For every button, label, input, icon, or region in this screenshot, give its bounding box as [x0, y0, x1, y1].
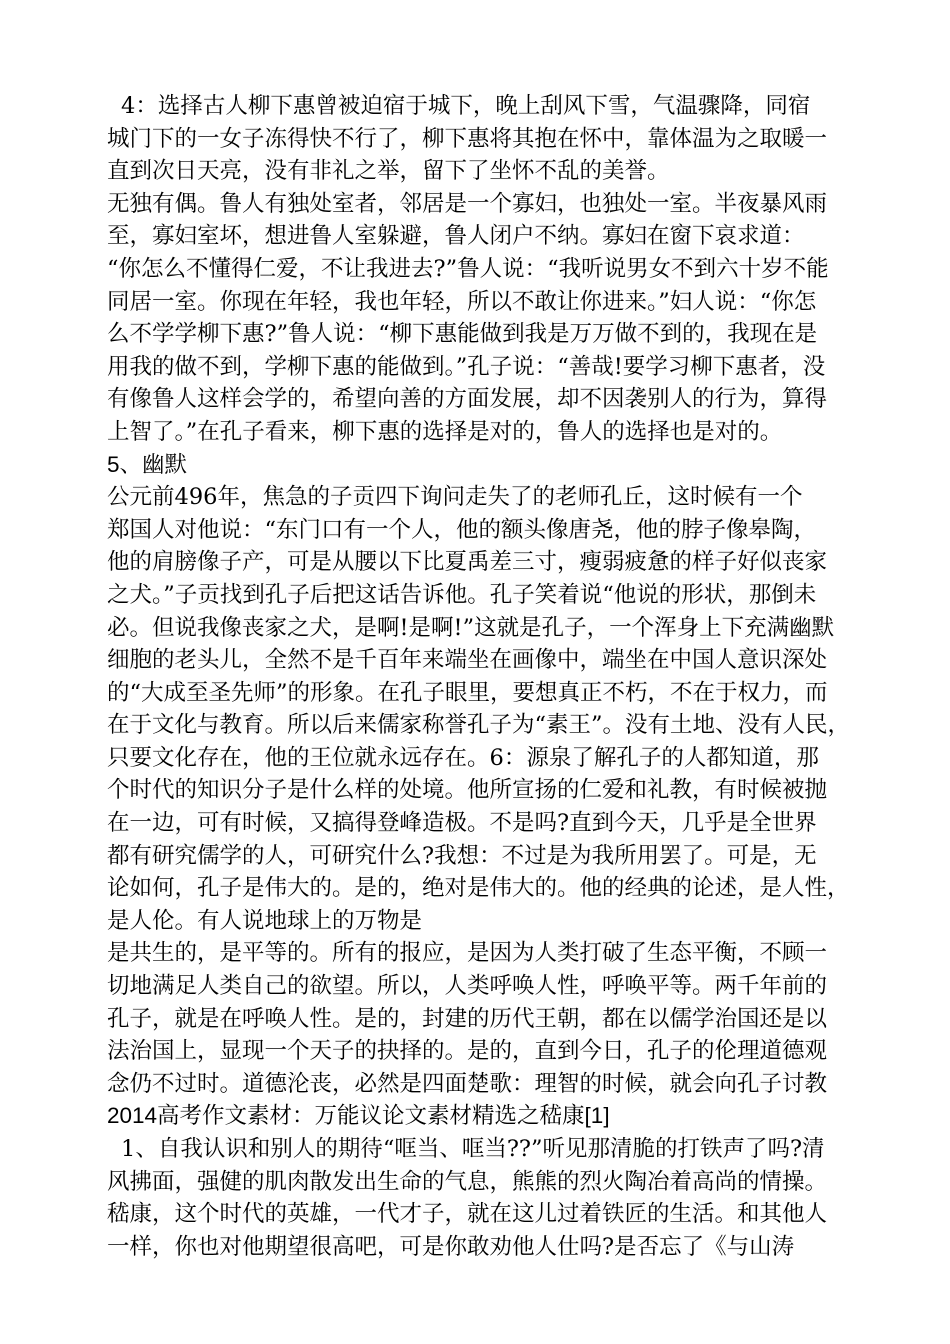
text-line: 他的肩膀像子产，可是从腰以下比夏禹差三寸，瘦弱疲惫的样子好似丧家 — [107, 549, 828, 576]
text-line: 法治国上，显现一个天子的抉择的。是的，直到今日，孔子的伦理道德观 — [107, 1038, 828, 1065]
text-line: 论如何，孔子是伟大的。是的，绝对是伟大的。他的经典的论述，是人性， — [107, 875, 850, 902]
text-line: 是人伦。有人说地球上的万物是 — [107, 907, 423, 934]
text-line: 在一边，可有时候，又搞得登峰造极。不是吗?直到今天，几乎是全世界 — [107, 810, 817, 837]
text-line: 郑国人对他说：“东门口有一个人，他的额头像唐尧，他的脖子像皋陶， — [107, 516, 817, 543]
text-line: 有像鲁人这样会学的，希望向善的方面发展，却不因袭别人的行为，算得 — [107, 386, 828, 413]
text-line: 只要文化存在，他的王位就永远存在。6：源泉了解孔子的人都知道，那 — [107, 744, 819, 771]
text-line: 直到次日天亮，没有非礼之举，留下了坐怀不乱的美誉。 — [107, 158, 670, 185]
text-line: 的“大成至圣先师”的形象。在孔子眼里，要想真正不朽，不在于权力，而 — [107, 679, 828, 706]
text-line: 风拂面，强健的肌肉散发出生命的气息，熊熊的烈火陶冶着高尚的情操。 — [107, 1168, 828, 1195]
text-line: 切地满足人类自己的欲望。所以，人类呼唤人性，呼唤平等。两千年前的 — [107, 973, 828, 1000]
text-line: 4：选择古人柳下惠曾被迫宿于城下，晚上刮风下雪，气温骤降，同宿 — [121, 93, 811, 119]
text-line: 2014高考作文素材：万能议论文素材精选之嵇康[1] — [107, 1103, 610, 1129]
text-line: 用我的做不到，学柳下惠的能做到。”孔子说：“善哉!要学习柳下惠者，没 — [107, 353, 826, 380]
text-line: 么不学学柳下惠?”鲁人说：“柳下惠能做到我是万万做不到的，我现在是 — [107, 321, 818, 348]
text-line: 至，寡妇室坏，想进鲁人室躲避，鲁人闭户不纳。寡妇在窗下哀求道： — [107, 223, 805, 250]
text-line: 必。但说我像丧家之犬，是啊!是啊!”这就是孔子，一个浑身上下充满幽默 — [107, 614, 835, 641]
text-line: 个时代的知识分子是什么样的处境。他所宣扬的仁爱和礼教，有时候被抛 — [107, 777, 828, 804]
text-line: 都有研究儒学的人，可研究什么?我想：不过是为我所用罢了。可是，无 — [107, 842, 817, 869]
text-line: 孔子，就是在呼唤人性。是的，封建的历代王朝，都在以儒学治国还是以 — [107, 1005, 828, 1032]
text-line: 之犬。”子贡找到孔子后把这话告诉他。孔子笑着说“他说的形状，那倒未 — [107, 581, 817, 608]
text-line: 无独有偶。鲁人有独处室者，邻居是一个寡妇，也独处一室。半夜暴风雨 — [107, 190, 828, 217]
text-line: 嵇康，这个时代的英雄，一代才子，就在这儿过着铁匠的生活。和其他人 — [107, 1201, 828, 1228]
text-line: 城门下的一女子冻得快不行了，柳下惠将其抱在怀中，靠体温为之取暖一 — [107, 125, 828, 152]
text-line: 1、自我认识和别人的期待“哐当、哐当??”听见那清脆的打铁声了吗?清 — [121, 1136, 825, 1162]
text-line: 细胞的老头儿，全然不是千百年来端坐在画像中，端坐在中国人意识深处 — [107, 647, 828, 674]
text-line: 同居一室。你现在年轻，我也年轻，所以不敢让你进来。”妇人说：“你怎 — [107, 288, 817, 315]
text-line: 上智了。”在孔子看来，柳下惠的选择是对的，鲁人的选择也是对的。 — [107, 418, 783, 445]
text-line: 一样，你也对他期望很高吧，可是你敢劝他人仕吗?是否忘了《与山涛 — [107, 1233, 795, 1260]
text-line: 公元前496年，焦急的子贡四下询问走失了的老师孔丘，这时候有一个 — [107, 484, 803, 511]
text-line: 是共生的，是平等的。所有的报应，是因为人类打破了生态平衡，不顾一 — [107, 940, 828, 967]
text-line: 在于文化与教育。所以后来儒家称誉孔子为“素王”。没有土地、没有人民， — [107, 712, 851, 739]
text-line: “你怎么不懂得仁爱，不让我进去?”鲁人说：“我听说男女不到六十岁不能 — [107, 255, 829, 282]
text-line: 5、幽默 — [107, 451, 188, 477]
text-line: 念仍不过时。道德沦丧，必然是四面楚歌：理智的时候，就会向孔子讨教 — [107, 1070, 828, 1097]
